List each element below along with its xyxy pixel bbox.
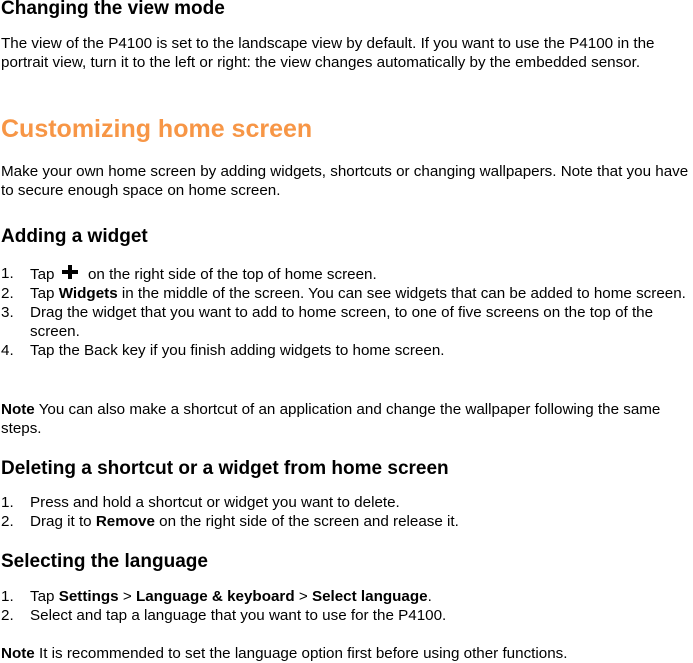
list-item: 2. Drag it to Remove on the right side of the screen and release it.	[1, 513, 459, 530]
note-adding-widget: Note You can also make a shortcut of an application and change the wallpaper following the same steps.	[1, 401, 661, 437]
deleting-steps	[1, 493, 693, 531]
language-steps	[1, 587, 693, 625]
note-language: Note It is recommended to set the language option first before using other functions.	[1, 645, 568, 662]
list-item: 1. Tap Settings > Language & keyboard > Select language.	[1, 588, 432, 605]
plus-icon	[60, 264, 80, 280]
heading-changing-view-mode: Changing the view mode	[1, 0, 225, 19]
paragraph-customizing: Make your own home screen by adding widgets, shortcuts or changing wallpapers. Note that you have to secure enough space on home screen.	[1, 163, 689, 199]
list-item: 1. Tap on the right side of the top of home screen.	[1, 265, 377, 283]
heading-customizing-home-screen: Customizing home screen	[1, 115, 313, 143]
list-item: 1. Press and hold a shortcut or widget you want to delete.	[1, 494, 400, 511]
heading-selecting-language: Selecting the language	[1, 551, 208, 572]
adding-widget-steps	[1, 264, 693, 360]
paragraph-view-mode: The view of the P4100 is set to the landscape view by default. If you want to use the P4100 in the portrait view, turn it to the left or right: the view changes automatically by the embedded sensor.	[1, 35, 655, 71]
heading-deleting-shortcut: Deleting a shortcut or a widget from home screen	[1, 458, 449, 479]
list-item: 2. Tap Widgets in the middle of the screen. You can see widgets that can be added to home screen.	[1, 285, 686, 302]
list-item: 2. Select and tap a language that you want to use for the P4100.	[1, 607, 447, 624]
list-item: 3. Drag the widget that you want to add to home screen, to one of five screens on the top of the screen.	[1, 304, 654, 340]
heading-adding-widget: Adding a widget	[1, 226, 148, 247]
list-item: 4. Tap the Back key if you finish adding widgets to home screen.	[1, 342, 445, 359]
